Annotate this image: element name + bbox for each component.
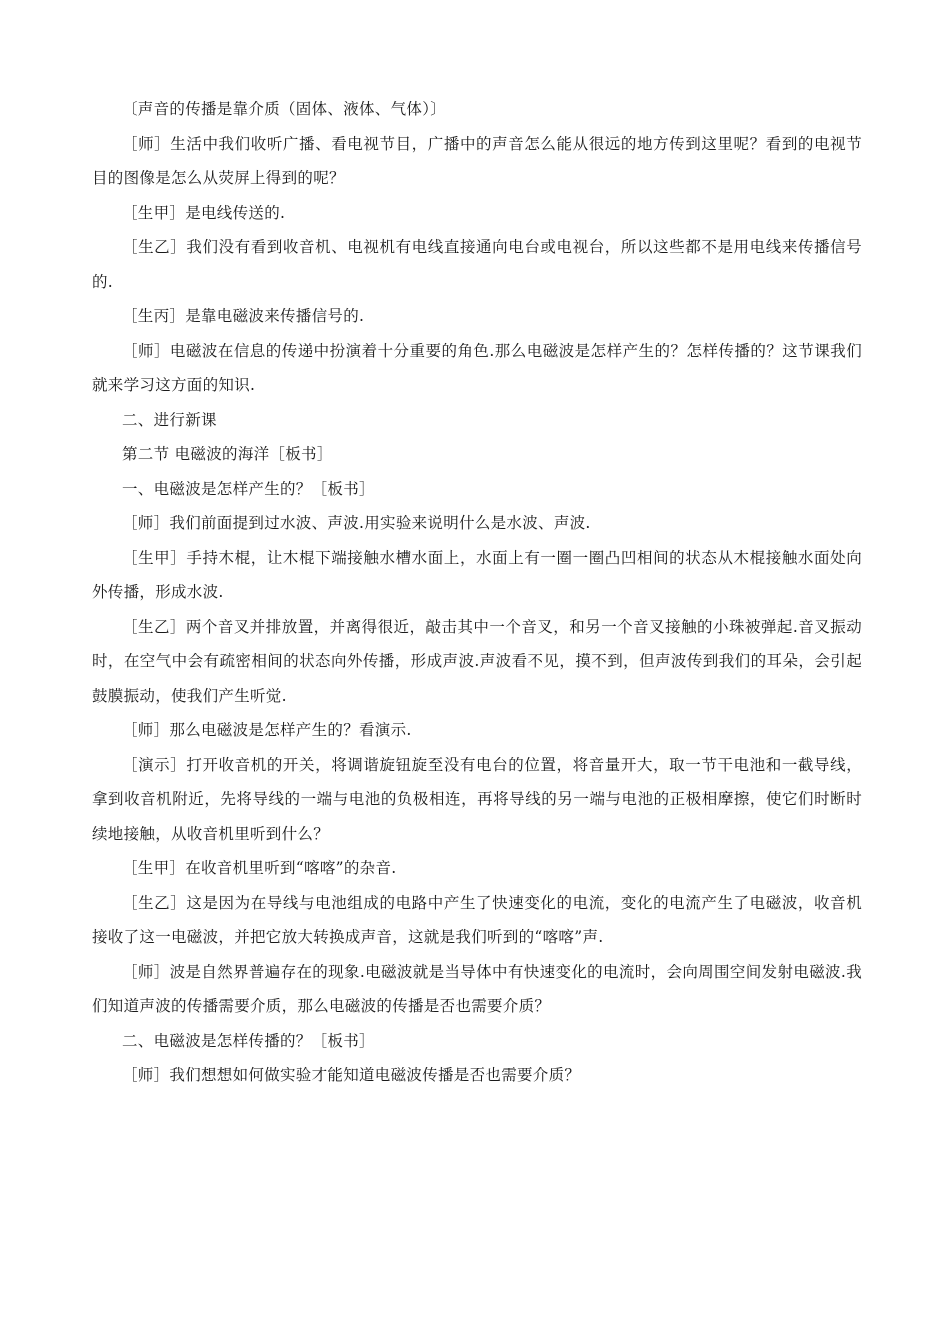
paragraph-student-c-answer: ［生丙］是靠电磁波来传播信号的.: [122, 307, 365, 325]
paragraph-sound-medium: 〔声音的传播是靠介质（固体、液体、气体）〕: [122, 100, 447, 118]
paragraph-student-b-sound-wave: ［生乙］两个音叉并排放置，并离得很近，敲击其中一个音叉，和另一个音叉接触的小珠被弹起.音叉振动时，在空气中会有疏密相间的状态向外传播，形成声波.声波看不见，摸不到，但声波传到我们的耳朵，会引起鼓膜振动，使我们产生听觉.: [92, 617, 862, 705]
paragraph-student-a-answer: ［生甲］是电线传送的.: [122, 203, 286, 222]
paragraph-teacher-intro: ［师］电磁波在信息的传递中扮演着十分重要的角色.那么电磁波是怎样产生的？怎样传播的？这节课我们就来学习这方面的知识.: [92, 341, 862, 394]
paragraph-teacher-demo-intro: ［师］那么电磁波是怎样产生的？看演示.: [122, 721, 412, 739]
section-heading-new-lesson: 二、进行新课: [122, 410, 217, 429]
paragraph-teacher-question: ［师］生活中我们收听广播、看电视节目，广播中的声音怎么能从很远的地方传到这里呢？看到的电视节目的图像是怎么从荧屏上得到的呢？: [92, 134, 862, 187]
paragraph-student-a-water-wave: ［生甲］手持木棍，让木棍下端接触水槽水面上，水面上有一圈一圈凸凹相间的状态从木棍接触水面处向外传播，形成水波.: [92, 548, 862, 601]
subheading-how-propagated: 二、电磁波是怎样传播的？［板书］: [122, 1031, 375, 1050]
paragraph-student-b-explanation: ［生乙］这是因为在导线与电池组成的电路中产生了快速变化的电流，变化的电流产生了电磁波，收音机接收了这一电磁波，并把它放大转换成声音，这就是我们听到的“喀喀”声.: [92, 893, 862, 946]
paragraph-teacher-experiment-question: ［师］我们想想如何做实验才能知道电磁波传播是否也需要介质？: [122, 1066, 581, 1084]
document-body: [92, 92, 862, 1093]
paragraph-teacher-waves: ［师］我们前面提到过水波、声波.用实验来说明什么是水波、声波.: [122, 514, 591, 532]
subheading-how-produced: 一、电磁波是怎样产生的？［板书］: [122, 479, 375, 498]
paragraph-student-b-answer: ［生乙］我们没有看到收音机、电视机有电线直接通向电台或电视台，所以这些都不是用电线来传播信号的.: [92, 238, 862, 291]
paragraph-student-a-noise: ［生甲］在收音机里听到“喀喀”的杂音.: [122, 859, 397, 877]
paragraph-teacher-medium-question: ［师］波是自然界普遍存在的现象.电磁波就是当导体中有快速变化的电流时，会向周围空间发射电磁波.我们知道声波的传播需要介质，那么电磁波的传播是否也需要介质？: [92, 962, 862, 1015]
paragraph-demonstration: ［演示］打开收音机的开关，将调谐旋钮旋至没有电台的位置，将音量开大，取一节干电池和一截导线，拿到收音机附近，先将导线的一端与电池的负极相连，再将导线的另一端与电池的正极相摩擦，使它们时断时续地接触，从收音机里听到什么？: [92, 755, 862, 843]
lesson-title: 第二节 电磁波的海洋［板书］: [122, 445, 333, 463]
